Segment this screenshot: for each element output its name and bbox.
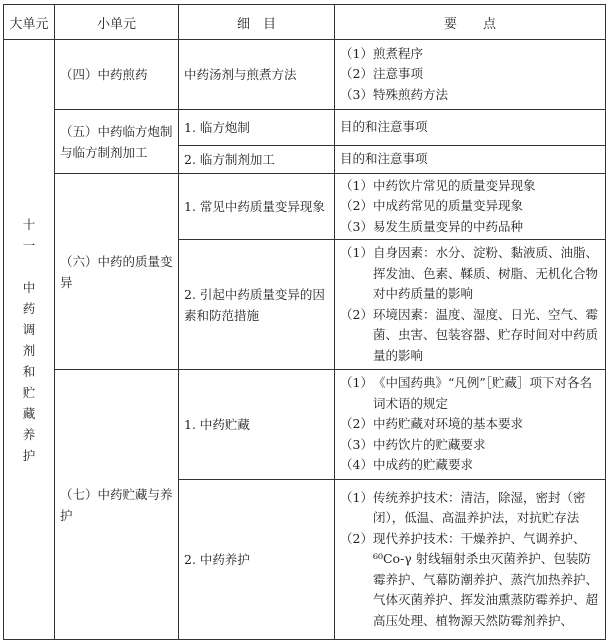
point-line: [340, 44, 600, 65]
point-number: （2）: [340, 530, 373, 546]
major-unit-char: 调: [22, 321, 36, 337]
point-text: 特殊煎药方法: [372, 86, 448, 102]
major-unit-cell: [4, 40, 55, 640]
syllabus-table: [3, 4, 606, 640]
item-title: 2. 中药养护: [179, 480, 335, 640]
table-row: [4, 110, 606, 146]
table-row: [4, 370, 606, 480]
point-number: （3）: [340, 218, 373, 234]
point-line: [340, 176, 600, 197]
point-text: 中药贮藏对环境的基本要求: [372, 416, 523, 432]
major-unit-char: 一: [22, 237, 36, 253]
point-line: [340, 243, 600, 305]
point-text: 中药饮片常见的质量变异现象: [372, 177, 536, 193]
major-unit-char: 药: [22, 300, 36, 316]
major-unit-char: 和: [22, 363, 36, 379]
header-items: 细 目: [179, 5, 335, 40]
point-number: （2）: [340, 306, 373, 322]
point-text: 注意事项: [372, 66, 423, 82]
point-text: 《中国药典》“凡例”［贮藏］项下对各名词术语的规定: [372, 375, 592, 411]
header-points: 要 点: [335, 5, 606, 40]
point-number: （3）: [340, 86, 373, 102]
major-unit-char: 贮: [22, 384, 36, 400]
point-text: 目的和注意事项: [340, 151, 428, 167]
point-number: （2）: [340, 66, 373, 82]
major-unit-char: 剂: [22, 342, 36, 358]
item-title: 中药汤剂与煎煮方法: [179, 40, 335, 110]
point-line: [340, 435, 600, 456]
point-line: [340, 85, 600, 106]
point-line: [340, 455, 600, 476]
point-line: [340, 64, 600, 85]
point-text: 环境因素：温度、湿度、日光、空气、霉菌、虫害、包装容器、贮存时间对中药质量的影响: [372, 306, 598, 363]
point-text: 现代养护技术：干燥养护、气调养护、⁶⁰Co-γ 射线辐射杀虫灭菌养护、包装防霉养护、气幕防潮养护、蒸汽加热养护、气体灭菌养护、挥发油熏蒸防霉养护、超高压处理、植物源天然防霉剂养护、: [372, 530, 598, 628]
point-text: 中成药的贮藏要求: [372, 457, 473, 473]
point-number: （2）: [340, 416, 373, 432]
points-cell: [335, 240, 606, 370]
points-cell: [335, 480, 606, 640]
point-number: （2）: [340, 198, 373, 214]
point-line: [340, 488, 600, 529]
minor-unit: （六）中药的质量变异: [55, 174, 179, 370]
point-text: 中药饮片的贮藏要求: [372, 436, 486, 452]
point-number: （1）: [340, 177, 373, 193]
point-text: 传统养护技术：清洁，除湿，密封（密闭），低温、高温养护法，对抗贮存法: [372, 489, 586, 526]
point-line: [340, 529, 600, 632]
major-unit-char: 护: [22, 447, 36, 463]
point-number: （1）: [340, 375, 373, 391]
point-number: （4）: [340, 457, 373, 473]
minor-unit: （五）中药临方炮制与临方制剂加工: [55, 110, 179, 174]
point-number: （1）: [340, 45, 373, 61]
points-cell: [335, 174, 606, 240]
point-line: [340, 305, 600, 367]
point-number: （1）: [340, 489, 373, 505]
minor-unit: （七）中药贮藏与养护: [55, 370, 179, 640]
points-cell: [335, 40, 606, 110]
item-title: 2. 引起中药质量变异的因素和防范措施: [179, 240, 335, 370]
point-line: [340, 373, 600, 414]
point-text: 煎煮程序: [372, 45, 423, 61]
point-line: [340, 196, 600, 217]
item-title: 1. 常见中药质量变异现象: [179, 174, 335, 240]
major-unit-char: 藏: [22, 405, 36, 421]
major-unit-char: 中: [22, 279, 36, 295]
points-cell: [335, 146, 606, 174]
table-row: [4, 40, 606, 110]
point-text: 自身因素：水分、淀粉、黏液质、油脂、挥发油、色素、鞣质、树脂、无机化合物对中药质量的影响: [372, 245, 598, 301]
item-title: 2. 临方制剂加工: [179, 146, 335, 174]
table-row: [4, 174, 606, 240]
points-cell: [335, 110, 606, 146]
major-unit-char: 十: [22, 216, 36, 232]
point-line: [340, 217, 600, 238]
major-unit-char: [9, 256, 49, 277]
header-major-unit: 大单元: [4, 5, 55, 40]
point-number: （1）: [340, 245, 373, 260]
major-unit-char: 养: [22, 426, 36, 442]
point-number: （3）: [340, 436, 373, 452]
point-text: 中成药常见的质量变异现象: [372, 198, 523, 214]
item-title: 1. 临方炮制: [179, 110, 335, 146]
item-title: 1. 中药贮藏: [179, 370, 335, 480]
point-text: 目的和注意事项: [340, 119, 428, 135]
header-minor-unit: 小单元: [55, 5, 179, 40]
points-cell: [335, 370, 606, 480]
header-row: [4, 5, 606, 40]
minor-unit: （四）中药煎药: [55, 40, 179, 110]
point-line: [340, 414, 600, 435]
point-text: 易发生质量变异的中药品种: [372, 218, 523, 234]
